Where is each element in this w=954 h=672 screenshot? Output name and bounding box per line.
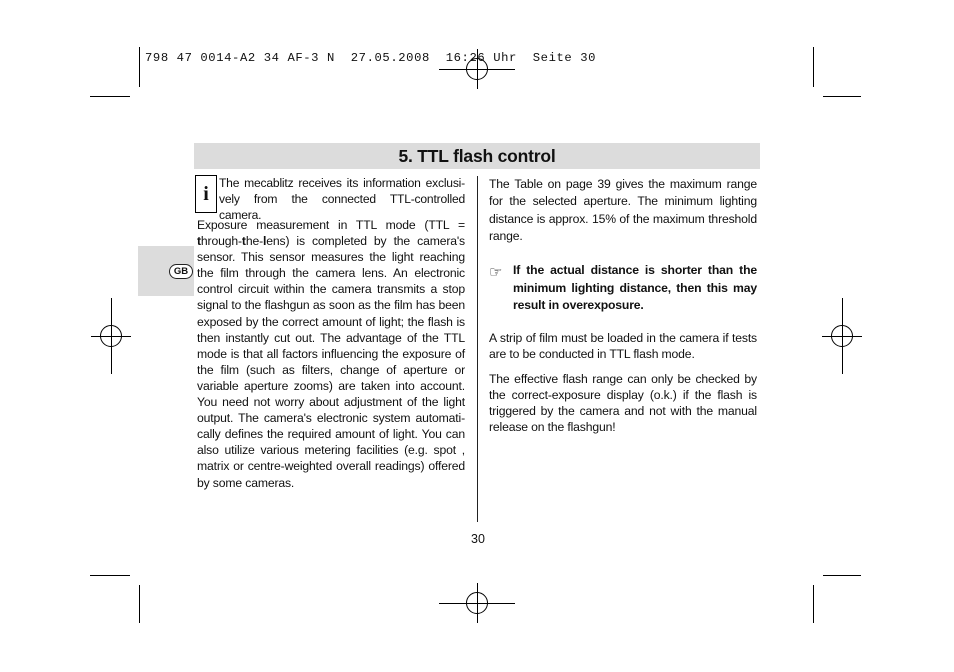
- range-paragraph: The Table on page 39 gives the maximum range for the selected aperture. The minimum lighting distance is approx. 15% of the maximum threshold range.: [489, 177, 757, 243]
- overexposure-warning: If the actual distance is shorter than the minimum lighting distance, then this may result in overexposure.: [513, 263, 757, 312]
- flash-range-check-paragraph: The effective flash range can only be checked by the correct-exposure display (o.k.) if the flash is triggered by the camera and not with the manual release on the flashgun!: [489, 372, 757, 435]
- crop-mark-top-right-h: [823, 96, 861, 97]
- body-lead: Exposure measurement in TTL mode (TTL =: [197, 218, 465, 232]
- info-icon: i: [195, 175, 217, 213]
- page-number: 30: [471, 532, 485, 546]
- printer-slug-line: 798 47 0014-A2 34 AF-3 N 27.05.2008 16:26 Uhr Seite 30: [145, 51, 597, 65]
- crop-mark-bottom-right-v: [813, 585, 814, 623]
- ttl-explanation-paragraph: [197, 217, 465, 491]
- language-badge: GB: [169, 264, 193, 279]
- ttl-letter-t: t: [197, 234, 201, 249]
- column-divider: [477, 176, 478, 522]
- crop-mark-bottom-right-h: [823, 575, 861, 576]
- info-note-text: The mecablitz receives its information exclusi-vely from the connected TTL-controlled camera.: [219, 176, 465, 223]
- ttl-word-lens: ens: [266, 234, 286, 249]
- section-title: 5. TTL flash control: [398, 146, 556, 166]
- ttl-word-through: hrough-: [200, 234, 242, 249]
- ttl-letter-t2: t: [241, 234, 246, 249]
- ttl-word-the: he-: [245, 234, 263, 249]
- crop-mark-top-left-v: [139, 47, 140, 87]
- crop-mark-top-right-v: [813, 47, 814, 87]
- crop-mark-bottom-left-v: [139, 585, 140, 623]
- body-rest: ) is completed by the camera's sensor. This sensor measures the light reaching the film through the camera lens. An electronic control circuit within the camera transmits a stop signal to the flashgun as soon as the film has been exposed by the correct amount of light; the flash is then instantly cut out. The advantage of the TTL mode is that all factors influencing the exposure of the film (such as filters, change of aperture or variable aperture zooms) are taken into account. You need not worry about adjustment of the light output. The camera's electronic system automati-cally defines the required amount of light. You can also utilize various metering facilities (e.g. spot , matrix or centre-weighted overall readings) offered by some cameras.: [197, 234, 465, 490]
- pointing-hand-icon: ☞: [489, 264, 503, 281]
- crop-mark-bottom-left-h: [90, 575, 130, 576]
- film-strip-paragraph: A strip of film must be loaded in the camera if tests are to be conducted in TTL flash mode.: [489, 331, 757, 362]
- crop-mark-top-left-h: [90, 96, 130, 97]
- ttl-letter-l: l: [262, 234, 267, 249]
